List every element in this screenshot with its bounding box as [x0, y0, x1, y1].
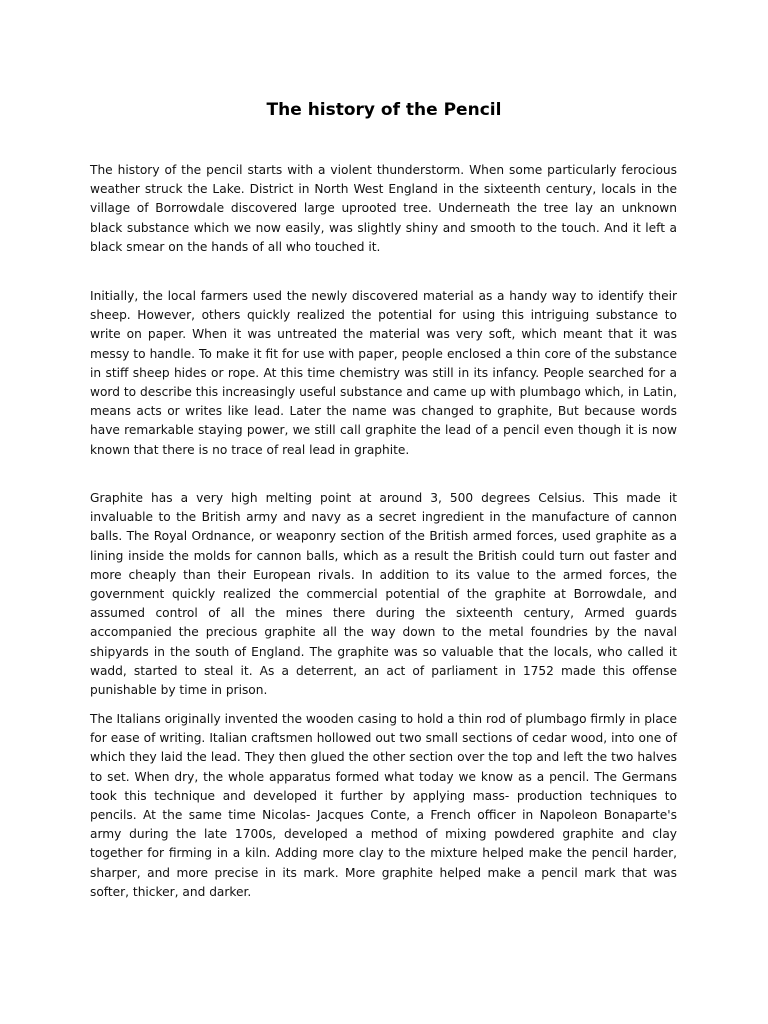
document-title: The history of the Pencil [266, 100, 502, 120]
paragraph-thunderstorm: The history of the pencil starts with a violent thunderstorm. When some particularly ferocious weather struck the Lake. District in North West England in the sixteenth century, locals in the village of Borrowdale discovered large uprooted tree. Underneath the tree lay an unknown black substance which we now easily, was slightly shiny and smooth to the touch. And it left a black smear on the hands of all who touched it. [90, 163, 677, 254]
paragraph-british-graphite: Graphite has a very high melting point at around 3, 500 degrees Celsius. This made it invaluable to the British army and navy as a secret ingredient in the manufacture of cannon balls. The Royal Ordnance, or weaponry section of the British armed forces, used graphite as a lining inside the molds for cannon balls, which as a result the British could turn out faster and more cheaply than their European rivals. In addition to its value to the armed forces, the government quickly realized the commercial potential of the graphite at Borrowdale, and assumed control of all the mines there during the sixteenth century, Armed guards accompanied the precious graphite all the way down to the metal foundries by the naval shipyards in the south of England. The graphite was so valuable that the locals, who called it wadd, started to steal it. As a deterrent, an act of parliament in 1752 made this offense punishable by time in prison. [90, 491, 677, 698]
paragraph-wooden-casing: The Italians originally invented the wooden casing to hold a thin rod of plumbago firmly in place for ease of writing. Italian craftsmen hollowed out two small sections of cedar wood, into one of which they laid the lead. They then glued the other section over the top and left the two halves to set. When dry, the whole apparatus formed what today we know as a pencil. The Germans took this technique and developed it further by applying mass- production techniques to pencils. At the same time Nicolas- Jacques Conte, a French officer in Napoleon Bonaparte's army during the late 1700s, developed a method of mixing powdered graphite and clay together for firming in a kiln. Adding more clay to the mixture helped make the pencil harder, sharper, and more precise in its mark. More graphite helped make a pencil mark that was softer, thicker, and darker. [90, 712, 677, 899]
paragraph-plumbago: Initially, the local farmers used the newly discovered material as a handy way to identify their sheep. However, others quickly realized the potential for using this intriguing substance to write on paper. When it was untreated the material was very soft, which meant that it was messy to handle. To make it fit for use with paper, people enclosed a thin core of the substance in stiff sheep hides or rope. At this time chemistry was still in its infancy. People searched for a word to describe this increasingly useful substance and came up with plumbago which, in Latin, means acts or writes like lead. Later the name was changed to graphite, But because words have remarkable staying power, we still call graphite the lead of a pencil even though it is now known that there is no trace of real lead in graphite. [90, 289, 677, 457]
